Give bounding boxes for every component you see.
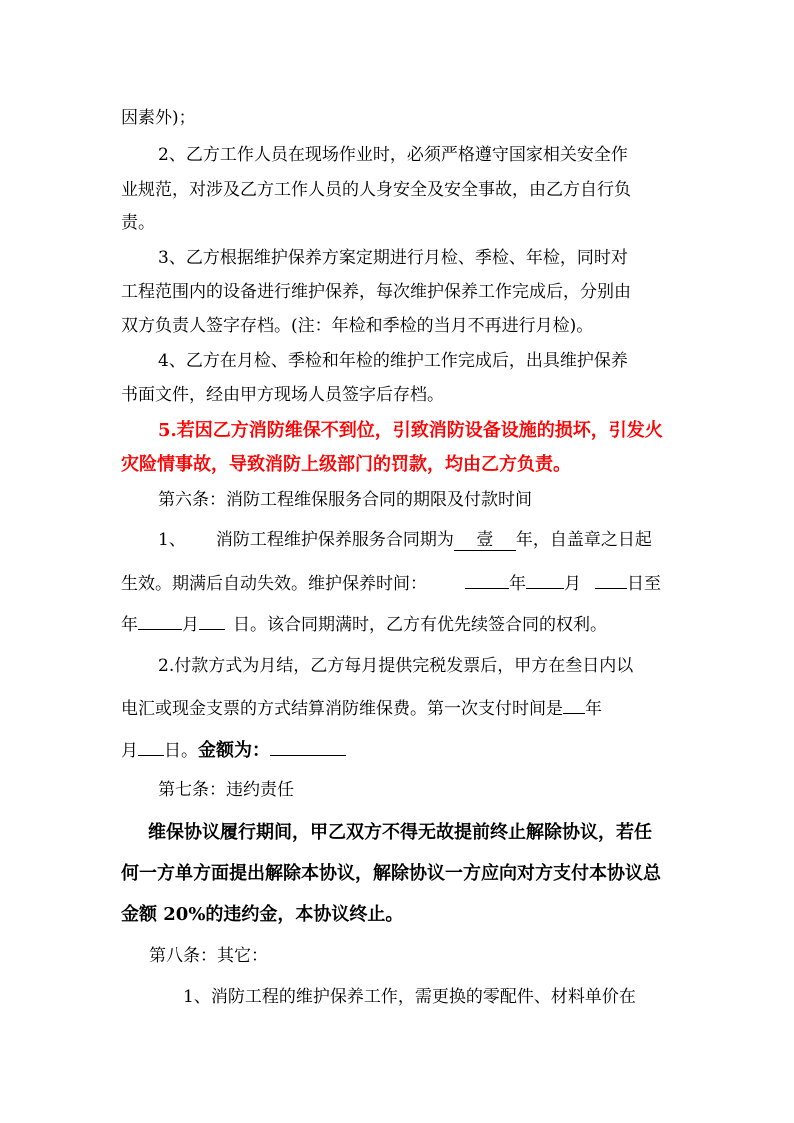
highlight-line: 5.若因乙方消防维保不到位，引致消防设备设施的损坏，引发火 xyxy=(158,420,663,441)
blank-field xyxy=(138,737,164,756)
blank-field xyxy=(595,570,627,589)
bold-line: 维保协议履行期间，甲乙双方不得无故提前终止解除协议，若任 xyxy=(148,822,652,843)
text-line: 1、消防工程的维护保养工作，需更换的零配件、材料单价在 xyxy=(183,987,636,1007)
blank-field xyxy=(138,611,182,630)
bold-line: 金额 20%的违约金，本协议终止。 xyxy=(121,904,404,925)
text-line: 业规范，对涉及乙方工作人员的人身安全及安全事故，由乙方自行负 xyxy=(121,180,631,200)
text-line: 双方负责人签字存档。(注：年检和季检的当月不再进行月检)。 xyxy=(121,316,594,336)
amount-field xyxy=(270,737,346,756)
text-line: 3、乙方根据维护保养方案定期进行月检、季检、年检，同时对 xyxy=(158,248,628,268)
blank-field xyxy=(199,611,225,630)
article-title: 第八条：其它： xyxy=(149,946,268,966)
text-line: 2、乙方工作人员在现场作业时，必须严格遵守国家相关安全作 xyxy=(158,145,628,165)
text-line: 2.付款方式为月结，乙方每月提供完税发票后，甲方在叁日内以 xyxy=(158,656,634,676)
article-title: 第六条：消防工程维保服务合同的期限及付款时间 xyxy=(158,490,532,510)
blank-field xyxy=(563,695,585,714)
text-line: 责。 xyxy=(121,213,155,233)
article-title: 第七条：违约责任 xyxy=(158,780,294,800)
text-line: 因素外)； xyxy=(121,108,196,128)
text-line: 年 月 日。该合同期满时，乙方有优先续签合同的权利。 xyxy=(121,611,607,637)
text-line: 工程范围内的设备进行维护保养，每次维护保养工作完成后，分别由 xyxy=(121,282,631,302)
text-line: 1、 消防工程维护保养服务合同期为 壹 年，自盖章之日起 xyxy=(158,530,652,550)
text-line: 生效。期满后自动失效。维护保养时间： 年 月 日至 xyxy=(121,570,661,596)
text-line: 4、乙方在月检、季检和年检的维护工作完成后，出具维护保养 xyxy=(158,351,628,371)
blank-field xyxy=(526,570,564,589)
bold-line: 何一方单方面提出解除本协议，解除协议一方应向对方支付本协议总 xyxy=(121,863,661,884)
blank-field xyxy=(465,570,509,589)
highlight-line: 灾险情事故，导致消防上级部门的罚款，均由乙方负责。 xyxy=(121,454,571,475)
text-line: 月 日。金额为： xyxy=(121,737,346,763)
term-years-field: 壹 xyxy=(454,530,516,551)
text-line: 电汇或现金支票的方式结算消防维保费。第一次支付时间是 年 xyxy=(121,695,602,721)
text-line: 书面文件，经由甲方现场人员签字后存档。 xyxy=(121,385,444,405)
